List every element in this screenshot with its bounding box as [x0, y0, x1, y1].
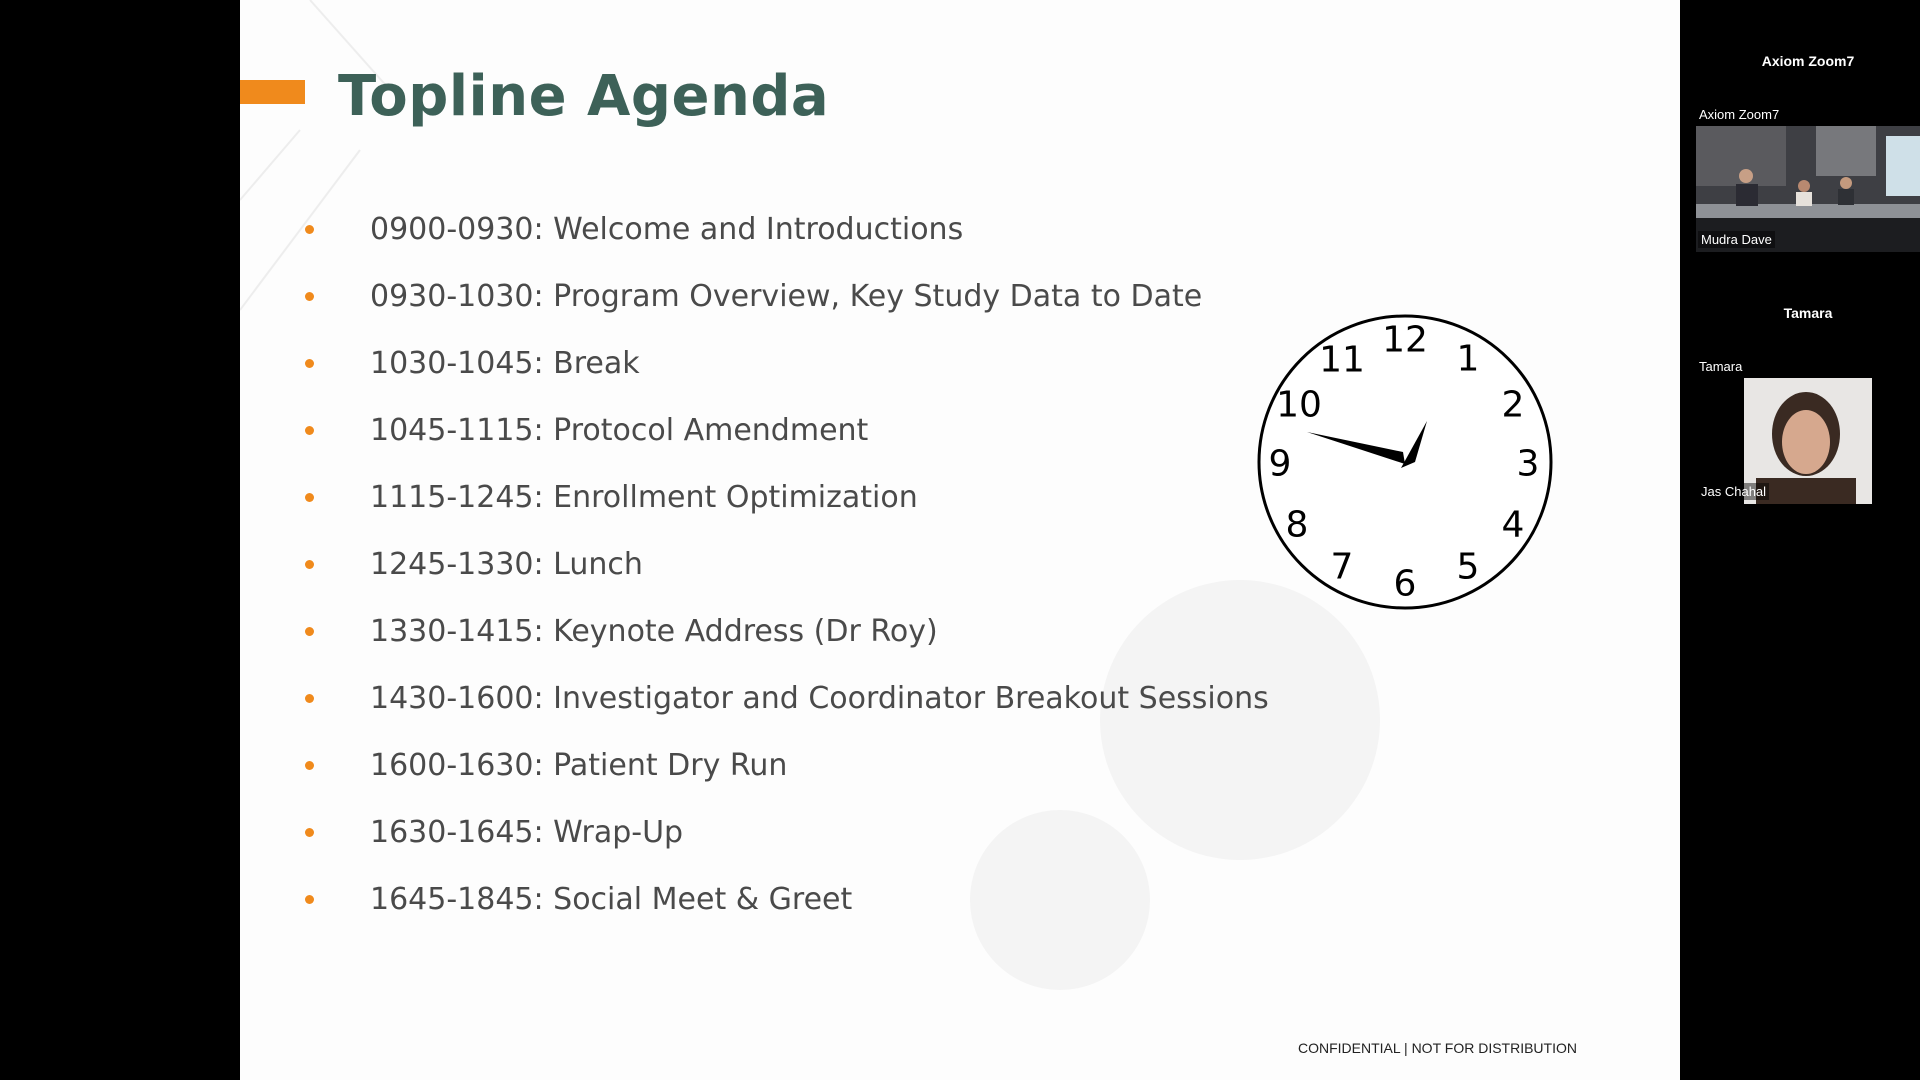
- participant-label[interactable]: Axiom Zoom7: [1699, 107, 1780, 122]
- bullet-icon: [305, 627, 314, 636]
- agenda-item-text: 1645-1845: Social Meet & Greet: [370, 882, 853, 917]
- bullet-icon: [305, 895, 314, 904]
- agenda-item-text: 1430-1600: Investigator and Coordinator Breakout Sessions: [370, 681, 1269, 716]
- bullet-icon: [305, 426, 314, 435]
- participant-video-tile[interactable]: [1696, 378, 1920, 504]
- agenda-list: [305, 196, 1269, 933]
- clock-number: 1: [1456, 338, 1480, 380]
- agenda-item-text: 1600-1630: Patient Dry Run: [370, 748, 788, 783]
- clock-number: 4: [1501, 504, 1525, 546]
- presentation-slide: [240, 0, 1680, 1080]
- participant-label[interactable]: Tamara: [1699, 359, 1743, 374]
- agenda-item: [305, 196, 1269, 263]
- clock-number: 11: [1319, 339, 1365, 381]
- agenda-item-text: 0930-1030: Program Overview, Key Study Data to Date: [370, 279, 1203, 314]
- clock-number: 6: [1393, 563, 1417, 605]
- agenda-item: [305, 531, 1269, 598]
- agenda-item-text: 0900-0930: Welcome and Introductions: [370, 212, 964, 247]
- participant-tile-header: Tamara: [1783, 305, 1833, 321]
- bullet-icon: [305, 292, 314, 301]
- slide-title: Topline Agenda: [338, 64, 830, 129]
- agenda-item-text: 1045-1115: Protocol Amendment: [370, 413, 869, 448]
- bullet-icon: [305, 694, 314, 703]
- confidential-footer: CONFIDENTIAL | NOT FOR DISTRIBUTION: [1298, 1040, 1577, 1056]
- agenda-item: [305, 397, 1269, 464]
- agenda-item-text: 1030-1045: Break: [370, 346, 640, 381]
- clock-number: 2: [1501, 384, 1525, 426]
- agenda-item: [305, 263, 1269, 330]
- title-accent-bar: [240, 80, 305, 104]
- agenda-item: [305, 330, 1269, 397]
- agenda-item-text: 1630-1645: Wrap-Up: [370, 815, 684, 850]
- agenda-item: [305, 866, 1269, 933]
- bullet-icon: [305, 359, 314, 368]
- bullet-icon: [305, 560, 314, 569]
- left-black-bar: [0, 0, 240, 1080]
- agenda-item: [305, 598, 1269, 665]
- bullet-icon: [305, 828, 314, 837]
- participant-tile-header: Axiom Zoom7: [1761, 53, 1855, 69]
- participant-video-name: Jas Chahal: [1698, 483, 1769, 500]
- participant-video-tile[interactable]: [1696, 126, 1920, 252]
- agenda-item-text: 1245-1330: Lunch: [370, 547, 643, 582]
- clock-number: 10: [1276, 384, 1322, 426]
- agenda-item-text: 1115-1245: Enrollment Optimization: [370, 480, 918, 515]
- clock-number: 12: [1382, 319, 1428, 361]
- agenda-item: [305, 732, 1269, 799]
- bullet-icon: [305, 761, 314, 770]
- clock-number: 8: [1285, 504, 1309, 546]
- clock-number: 3: [1516, 443, 1540, 485]
- bullet-icon: [305, 493, 314, 502]
- clock-number: 5: [1456, 546, 1480, 588]
- clock-number: 9: [1268, 443, 1292, 485]
- participant-video-name: Mudra Dave: [1698, 231, 1775, 248]
- agenda-item: [305, 665, 1269, 732]
- agenda-item-text: 1330-1415: Keynote Address (Dr Roy): [370, 614, 938, 649]
- clock-icon: [1255, 312, 1555, 612]
- clock-number: 7: [1330, 546, 1354, 588]
- agenda-item: [305, 799, 1269, 866]
- bullet-icon: [305, 225, 314, 234]
- agenda-item: [305, 464, 1269, 531]
